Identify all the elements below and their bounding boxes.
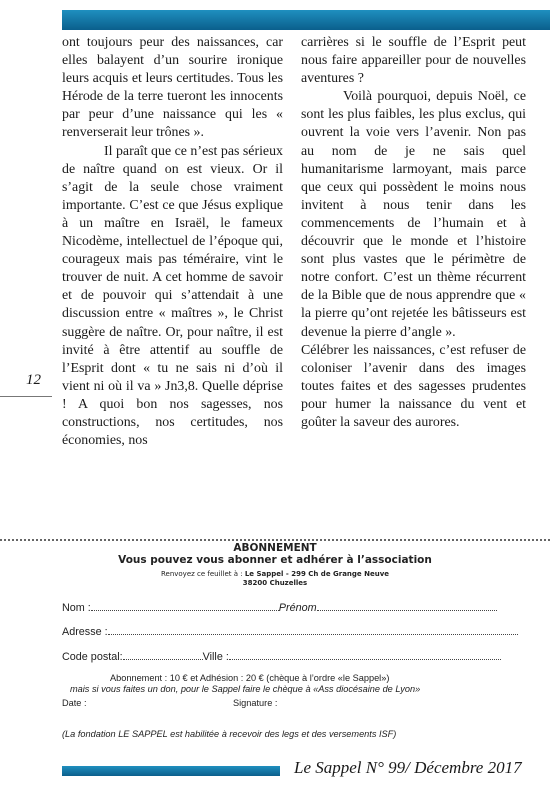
code-postal-field[interactable] — [123, 650, 203, 660]
date-label: Date : — [62, 698, 87, 708]
signature-label: Signature : — [233, 698, 278, 708]
prenom-field[interactable] — [317, 601, 497, 611]
form-row-name — [62, 601, 497, 614]
form-row-address — [62, 625, 518, 638]
footer-issue: Le Sappel N° 99/ Décembre 2017 — [294, 758, 522, 777]
article-left-column — [62, 34, 283, 450]
prenom-label: Prénom — [278, 602, 317, 614]
page-number: 12 — [26, 372, 41, 388]
donation-note: mais si vous faites un don, pour le Sappel faire le chèque à «Ass diocésaine de Lyon» — [70, 684, 421, 694]
adresse-field[interactable] — [108, 625, 518, 635]
return-address-street: Le Sappel - 299 Ch de Grange Neuve — [244, 570, 390, 578]
form-row-city — [62, 650, 501, 663]
return-address — [0, 570, 550, 578]
header-accent-bar — [62, 10, 550, 30]
page-number-rule — [0, 396, 52, 397]
ville-field[interactable] — [229, 650, 501, 660]
subscription-heading: ABONNEMENT — [233, 542, 317, 554]
nom-field[interactable] — [91, 601, 279, 611]
nom-label: Nom : — [62, 602, 91, 614]
article-paragraph: Il paraît que ce n’est pas sérieux de naître quand on est vieux. Or il s’agit de la seule chose vraiment importante. C’est ce que Jésus explique à un maître en Israël, le fameux Nicodème, intellectuel de l’époque qui, courageux mais pas téméraire, vint le trouver de nuit. A cet homme de savoir et de pouvoir qui s’attendait à une discussion entre « maîtres », le Christ suggère de naître. Or, pour naître, il est invité à être attentif au souffle de l’Esprit dont « tu ne sais ni d’où il vient ni où il va » Jn3,8. Quelle déprise ! A quoi bon nos sagesses, nos constructions, nos certitudes, nos économies, nos — [62, 143, 283, 449]
fees-text: Abonnement : 10 € et Adhésion : 20 € (chèque à l’ordre «le Sappel») — [110, 673, 390, 683]
cut-line — [0, 539, 550, 541]
article-right-column — [301, 34, 526, 432]
foundation-note: (La fondation LE SAPPEL est habilitée à recevoir des legs et des versements ISF) — [62, 729, 397, 739]
subscription-subheading: Vous pouvez vous abonner et adhérer à l’association — [118, 554, 432, 566]
article-paragraph: Voilà pourquoi, depuis Noël, ce sont les plus faibles, les plus exclus, qui ouvrent la voie vers l’avenir. Non pas au nom de je ne sais quel humanitarisme larmoyant, mais parce que ceux qui possèdent le moins nous invitent à nous tenir dans les commencements de l’humain et à découvrir que le monde et l’histoire sont plus vastes que le périmètre de notre confort. C’est un thème récurrent de la Bible que de nous apprendre que « la pierre qu’ont rejetée les bâtisseurs est devenue la pierre d’angle ». — [301, 89, 526, 340]
article-paragraph: Célébrer les naissances, c’est refuser de coloniser l’avenir dans des images toutes faites et des sagesses prudentes pour humer la naissance du vent et goûter la saveur des aurores. — [301, 342, 526, 430]
article-paragraph: carrières si le souffle de l’Esprit peut nous faire appareiller pour de nouvelles aventures ? — [301, 35, 526, 87]
code-postal-label: Code postal: — [62, 651, 123, 663]
adresse-label: Adresse : — [62, 626, 108, 638]
article-paragraph: ont toujours peur des naissances, car elles balayent d’un sourire ironique leurs acquis et leurs certitudes. Tous les Hérode de la terre tueront les innocents par peur d’une naissance qui les « renverserait leur trônes ». — [62, 35, 283, 141]
return-address-city: 38200 Chuzelles — [242, 579, 308, 587]
ville-label: Ville : — [202, 651, 229, 663]
return-address-prefix: Renvoyez ce feuillet à : — [160, 570, 245, 578]
footer-accent-bar — [62, 766, 280, 776]
